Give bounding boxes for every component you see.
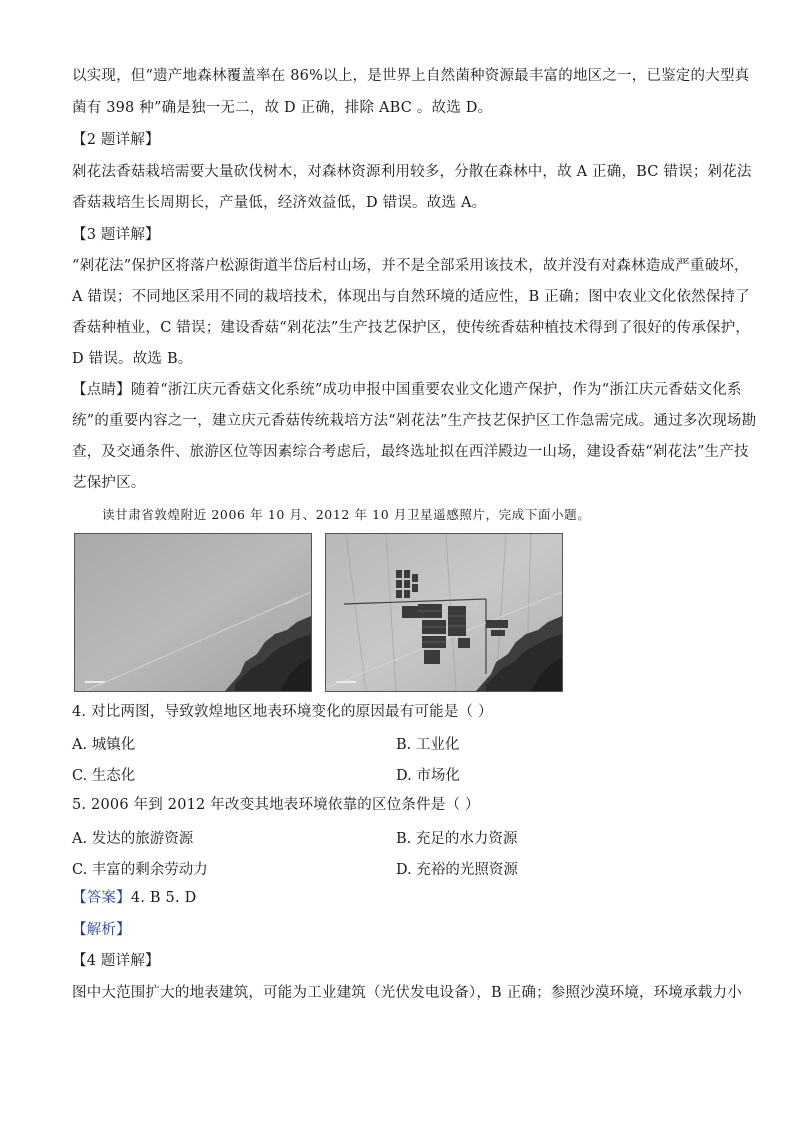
section-heading-q2: 【2 题详解】 bbox=[72, 132, 160, 148]
q5-option-b: B. 充足的水力资源 bbox=[396, 831, 518, 847]
text-line: 剁花法香菇栽培需要大量砍伐树木，对森林资源利用较多，分散在森林中，故 A 正确，BC 错误；剁花法 bbox=[72, 164, 752, 180]
question-4-stem: 4. 对比两图，导致敦煌地区地表环境变化的原因最有可能是（ ） bbox=[72, 704, 493, 720]
text-line: 查，及交通条件、旅游区位等因素综合考虑后，最终选址拟在西洋殿边一山场，建设香菇“剁花法”生产技 bbox=[72, 444, 749, 460]
analysis-label: 【解析】 bbox=[72, 922, 131, 938]
q4-option-c: C. 生态化 bbox=[72, 768, 136, 784]
figure-caption: 读甘肃省敦煌附近 2006 年 10 月、2012 年 10 月卫星遥感照片，完成下面小题。 bbox=[102, 507, 591, 522]
text-line: 统”的重要内容之一，建立庆元香菇传统栽培方法“剁花法”生产技艺保护区工作急需完成。通过多次现场勘 bbox=[72, 413, 757, 429]
q4-option-a: A. 城镇化 bbox=[72, 737, 136, 753]
text-line: 香菇种植业，C 错误；建设香菇“剁花法”生产技艺保护区，使传统香菇种植技术得到了很好的传承保护， bbox=[72, 320, 751, 336]
text-line: 艺保护区。 bbox=[72, 475, 146, 491]
q4-option-b: B. 工业化 bbox=[396, 737, 460, 753]
text-line: A 错误；不同地区采用不同的栽培技术，体现出与自然环境的适应性，B 正确；图中农业文化依然保持了 bbox=[72, 289, 750, 305]
dianjing-text: 随着“浙江庆元香菇文化系统”成功申报中国重要农业文化遗产保护，作为“浙江庆元香菇文化系 bbox=[130, 382, 742, 398]
answer-text: 4. B 5. D bbox=[130, 890, 197, 906]
dianjing-label: 【点睛】 bbox=[72, 382, 131, 398]
q4-option-d: D. 市场化 bbox=[396, 768, 460, 784]
q5-option-c: C. 丰富的剩余劳动力 bbox=[72, 862, 208, 878]
satellite-photo-2012 bbox=[325, 533, 563, 692]
text-line: 香菇栽培生长周期长，产量低，经济效益低，D 错误。故选 A。 bbox=[72, 195, 487, 211]
text-line: 以实现，但“遗产地森林覆盖率在 86%以上，是世界上自然菌种资源最丰富的地区之一，已鉴定的大型真 bbox=[72, 68, 750, 84]
text-line: 菌有 398 种”确是独一无二，故 D 正确，排除 ABC 。故选 D。 bbox=[72, 100, 493, 116]
section-heading-q3: 【3 题详解】 bbox=[72, 227, 160, 243]
q5-option-a: A. 发达的旅游资源 bbox=[72, 831, 194, 847]
text-line: “剁花法”保护区将落户松源街道半岱后村山场，并不是全部采用该技术，故并没有对森林造成严重破坏， bbox=[72, 258, 749, 274]
question-5-stem: 5. 2006 年到 2012 年改变其地表环境依靠的区位条件是（ ） bbox=[72, 797, 480, 813]
text-line: 图中大范围扩大的地表建筑，可能为工业建筑（光伏发电设备），B 正确；参照沙漠环境，环境承载力小 bbox=[72, 985, 742, 1001]
answer-label: 【答案】 bbox=[72, 890, 131, 906]
satellite-photo-2006 bbox=[74, 533, 312, 692]
text-line bbox=[72, 380, 742, 400]
section-heading-q4: 【4 题详解】 bbox=[72, 953, 160, 969]
answer-line bbox=[72, 888, 196, 908]
text-line: D 错误。故选 B。 bbox=[72, 351, 193, 367]
q5-option-d: D. 充裕的光照资源 bbox=[396, 862, 518, 878]
